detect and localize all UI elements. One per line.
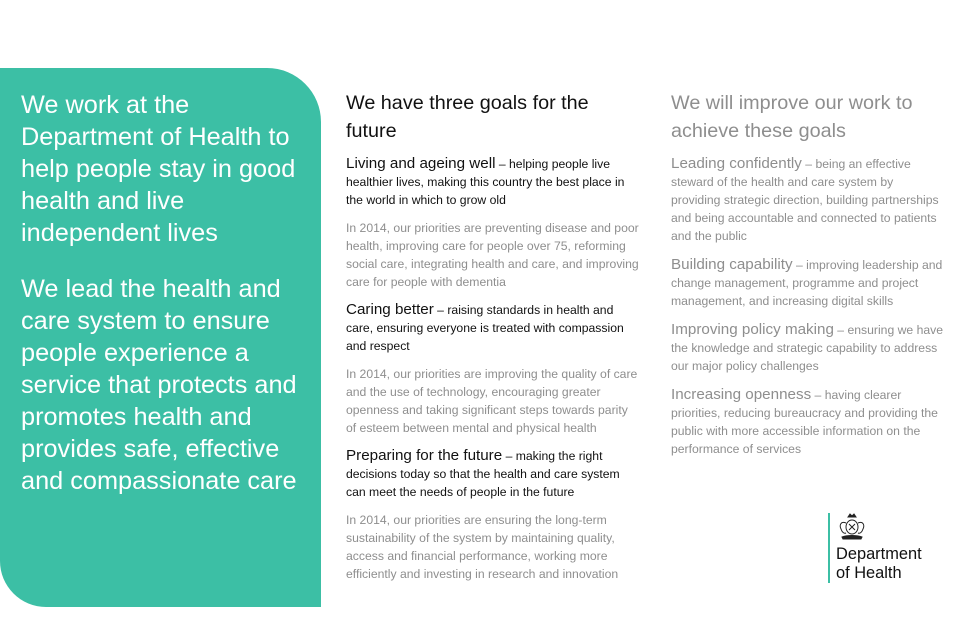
work-column (671, 89, 943, 469)
separator: – (833, 323, 848, 337)
work-description: ensuring we have the knowledge and strategic capability to address our major policy challenges (671, 323, 944, 373)
work-increasing-openness (671, 386, 943, 458)
work-description: being an effective steward of the health and care system by providing strategic direction, building partnerships and being accountable and connected to patients and the public (671, 157, 939, 243)
separator: – (495, 157, 510, 171)
goal-title: Caring better (346, 301, 434, 318)
goal-caring-better (346, 301, 640, 355)
royal-crest-icon (836, 513, 868, 541)
goal-living-ageing-well (346, 155, 640, 209)
intro-text: We work at the Department of Health to help people stay in good health and live independent lives (21, 91, 296, 247)
goal-description: helping people live healthier lives, making this country the best place in the world in which to grow old (346, 157, 625, 207)
work-heading: We will improve our work to achieve these goals (671, 92, 913, 142)
separator: – (801, 157, 816, 171)
goal-priorities: In 2014, our priorities are ensuring the long-term sustainability of the system by maintaining quality, access and financial performance, working more efficiently and investing in research and innovation (346, 513, 619, 581)
work-improving-policy (671, 321, 943, 375)
goal-preparing-future (346, 447, 640, 501)
goal-title: Preparing for the future (346, 447, 503, 464)
intro-panel (0, 68, 321, 607)
work-title: Improving policy making (671, 321, 834, 338)
goal-description: raising standards in health and care, ensuring everyone is treated with compassion and respect (346, 303, 624, 353)
separator: – (811, 388, 825, 402)
logo-line-2: of Health (836, 564, 902, 582)
goal-title: Living and ageing well (346, 155, 496, 172)
goal-priorities: In 2014, our priorities are preventing disease and poor health, improving care for people over 75, reforming social care, integrating health and care, and improving care for people with dementia (346, 221, 639, 289)
logo-text (836, 545, 922, 583)
separator: – (502, 449, 516, 463)
mission-text: We lead the health and care system to ensure people experience a service that protects and promotes health and provides safe, effective and compassionate care (21, 275, 297, 495)
logo-rule (828, 513, 830, 583)
work-title: Increasing openness (671, 386, 812, 403)
goals-column (346, 89, 640, 593)
work-building-capability (671, 256, 943, 310)
goal-description: making the right decisions today so that the health and care system can meet the needs of people in the future (346, 449, 620, 499)
work-title: Building capability (671, 256, 793, 273)
work-title: Leading confidently (671, 155, 802, 172)
work-description: having clearer priorities, reducing bureaucracy and providing the public with more accessible information on the performance of services (671, 388, 938, 456)
goal-priorities: In 2014, our priorities are improving the quality of care and the use of technology, encouraging greater openness and taking significant steps towards parity of esteem between mental and physical health (346, 367, 638, 435)
separator: – (433, 303, 448, 317)
goals-heading: We have three goals for the future (346, 92, 589, 142)
work-description: improving leadership and change management, programme and project management, and increasing digital skills (671, 258, 943, 308)
department-logo (828, 513, 938, 585)
separator: – (792, 258, 807, 272)
work-leading-confidently (671, 155, 943, 245)
logo-line-1: Department (836, 545, 922, 563)
